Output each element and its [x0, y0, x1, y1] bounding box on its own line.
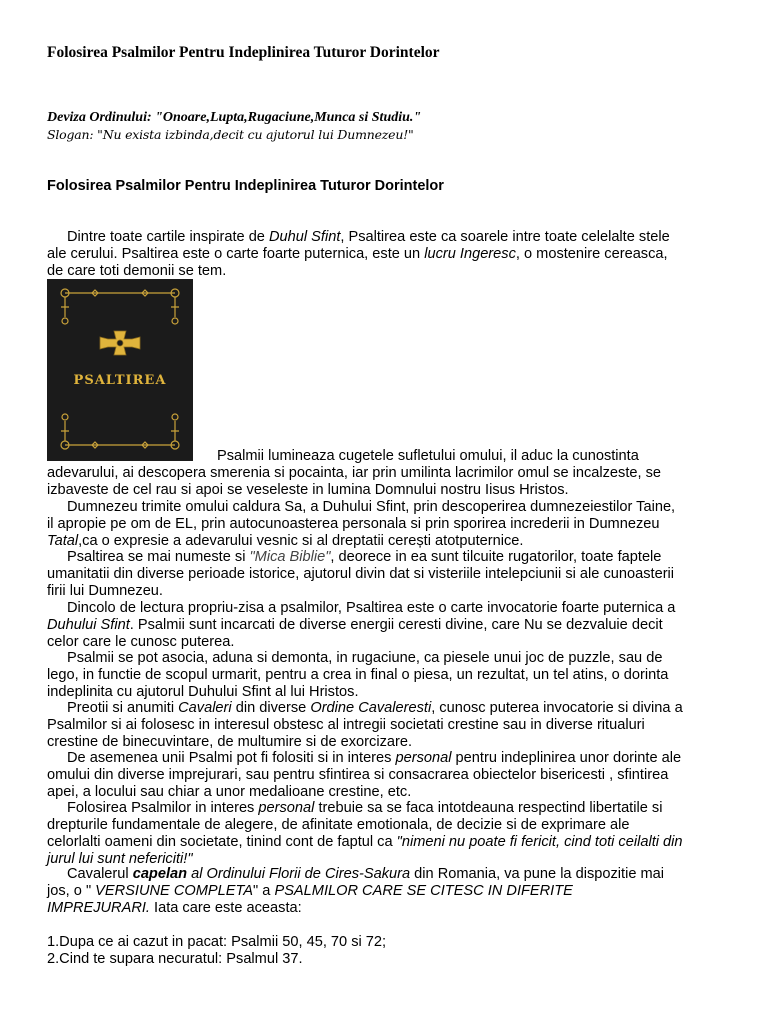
- order-slogan: Slogan: "Nu exista izbinda,decit cu ajutorul lui Dumnezeu!": [47, 127, 414, 142]
- text: ": [253, 882, 259, 899]
- text: , o mostenire cereasca,: [515, 245, 668, 262]
- text: crestine de binecuvintare, de multumire si de exorcizare.: [47, 733, 413, 750]
- list-item: 2.Cind te supara necuratul: Psalmul 37.: [47, 950, 303, 967]
- corner-ornament-bottom-right: [171, 414, 179, 449]
- text: firii lui Dumnezeu.: [47, 582, 163, 599]
- section-title: Folosirea Psalmilor Pentru Indeplinirea Tuturor Dorintelor: [47, 178, 444, 194]
- text: umanitatii din diverse perioade istorice, ajutorul divin dat si visteriile intelepciunii si ale cunoasterii: [47, 565, 675, 582]
- document-title: Folosirea Psalmilor Pentru Indeplinirea Tuturor Dorintelor: [47, 44, 440, 61]
- paragraph-2: [47, 499, 727, 550]
- text: celorlalti oameni din societate, tinind cont de faptul ca: [47, 833, 397, 850]
- order-motto: Deviza Ordinului: "Onoare,Lupta,Rugaciune,Munca si Studiu.": [47, 110, 422, 125]
- text: pentru indeplinirea unor dorinte ale: [451, 750, 682, 766]
- text-bold-italic: capelan: [132, 866, 188, 882]
- text: . Psalmii sunt incarcati de diverse energii ceresti divine, care Nu se dezvaluie decit: [129, 616, 663, 633]
- text-italic: Ordine Cavaleresti: [310, 700, 432, 716]
- text: Psalmii se pot asocia, aduna si demonta, in rugaciune, ca piesele unui joc de puzzle, sau de: [67, 650, 663, 666]
- paragraph-6: [47, 700, 727, 751]
- corner-ornament-top-left: [61, 289, 69, 324]
- text-italic: PSALMILOR CARE SE CITESC IN DIFERITE: [274, 882, 573, 899]
- text: apei, a locului sau chiar a unor medalioane crestine, etc.: [47, 783, 412, 800]
- text: Iata care este aceasta:: [149, 899, 302, 916]
- text-italic: VERSIUNE COMPLETA: [91, 882, 254, 899]
- text-italic: IMPREJURARI.: [47, 899, 150, 916]
- text: ,ca o expresie a adevarului vesnic si al dreptatii cerești atotputernice.: [78, 532, 524, 549]
- text: Folosirea Psalmilor in interes: [67, 800, 259, 816]
- text: , deorece in ea sunt tilcuite rugatorilor, toate faptele: [330, 549, 662, 565]
- text: il apropie pe om de EL, prin autocunoasterea personala si prin sporirea increderii in Dumnezeu: [47, 515, 660, 532]
- text: din Romania, va pune la dispozitie mai: [410, 866, 665, 882]
- text: Psaltirea se mai numeste si: [67, 549, 250, 565]
- text: lego, in functie de scopul urmarit, pentru a crea in final o piesa, un rezultat, un tel atins, o dorinta: [47, 666, 669, 683]
- text-italic: "nimeni nu poate fi ferici: [396, 833, 552, 850]
- text: jos, o: [47, 882, 86, 899]
- corner-ornament-top-right: [171, 289, 179, 324]
- paragraph-3: [47, 549, 727, 600]
- text: izbaveste de cel rau si apoi se veseleste in lumina Domnului nostru Iisus Hristos.: [47, 481, 569, 498]
- text: , Psaltirea este ca soarele intre toate celelalte stele: [340, 229, 670, 245]
- text: De asemenea unii Psalmi pot fi folositi si in interes: [67, 750, 396, 766]
- text: a: [258, 882, 275, 899]
- text-italic: Duhul Sfint: [268, 229, 341, 245]
- psalm-list: [47, 934, 727, 968]
- text: Dincolo de lectura propriu-zisa a psalmilor, Psaltirea este o carte invocatorie foarte puternica a: [67, 600, 676, 616]
- text: indeplinita cu ajutorul Duhului Sfint al lui Hristos.: [47, 683, 359, 700]
- text-italic: t, cind toti ceilalti din: [551, 833, 683, 850]
- text-italic: Cavaleri: [178, 700, 232, 716]
- text-italic: jurul lui sunt nefericiti!": [47, 850, 193, 867]
- text-italic: personal: [258, 800, 315, 816]
- paragraph-4: [47, 600, 727, 651]
- text-italic: al Ordinului Florii de Cires-Sakura: [187, 866, 411, 882]
- paragraph-1: [47, 448, 727, 499]
- intro-paragraph: [47, 229, 727, 280]
- text-italic: personal: [395, 750, 452, 766]
- text: de care toti demonii se tem.: [47, 262, 227, 279]
- text: adevarului, ai descopera smerenia si pocainta, iar prin umilinta lacrimilor omul se incalzeste, se: [47, 464, 662, 481]
- paragraph-7: [47, 750, 727, 801]
- book-cover-art: [47, 279, 193, 461]
- text: Cavalerul: [67, 866, 133, 882]
- text: Psalmilor si ai folosesc in interesul obstesc al intregii societati crestine sau in diverse ritualuri: [47, 716, 645, 733]
- text: Psalmii lumineaza cugetele sufletului omului, il aduc la cunostinta: [217, 448, 639, 464]
- text: Dumnezeu trimite omului caldura Sa, a Duhului Sfint, prin descoperirea dumnezeiestilor Taine,: [67, 499, 676, 515]
- text: ": [85, 882, 92, 899]
- text: omului din diverse imprejurari, sau pentru sfintirea si consacrarea obiectelor bisericesti , sfintirea: [47, 766, 669, 783]
- text: din diverse: [231, 700, 311, 716]
- text: celor care le cunosc puterea.: [47, 633, 235, 650]
- book-cover-title: PSALTIREA: [73, 373, 167, 388]
- list-item: 1.Dupa ce ai cazut in pacat: Psalmii 50, 45, 70 si 72;: [47, 934, 387, 950]
- text-italic: lucru Ingeresc: [424, 245, 516, 262]
- text-italic-quote: "Mica Biblie": [249, 549, 331, 565]
- cross-icon: [100, 331, 140, 355]
- paragraph-9: [47, 866, 727, 917]
- text: ale cerului. Psaltirea este o carte foarte puternica, este un: [47, 245, 425, 262]
- text: , cunosc puterea invocatorie si divina a: [431, 700, 683, 716]
- paragraph-8: [47, 800, 727, 868]
- text: Preotii si anumiti: [67, 700, 179, 716]
- text-italic: Duhului Sfint: [47, 616, 130, 633]
- paragraph-5: [47, 650, 727, 701]
- psaltirea-book-cover: [47, 279, 193, 461]
- text: trebuie sa se faca intotdeauna respectind libertatile si: [314, 800, 663, 816]
- text-italic: Tatal: [47, 532, 79, 549]
- text: drepturile fundamentale de alegere, de afinitate emotionala, de decizie si de exprimare ale: [47, 816, 630, 833]
- corner-ornament-bottom-left: [61, 414, 69, 449]
- text: Dintre toate cartile inspirate de: [67, 229, 269, 245]
